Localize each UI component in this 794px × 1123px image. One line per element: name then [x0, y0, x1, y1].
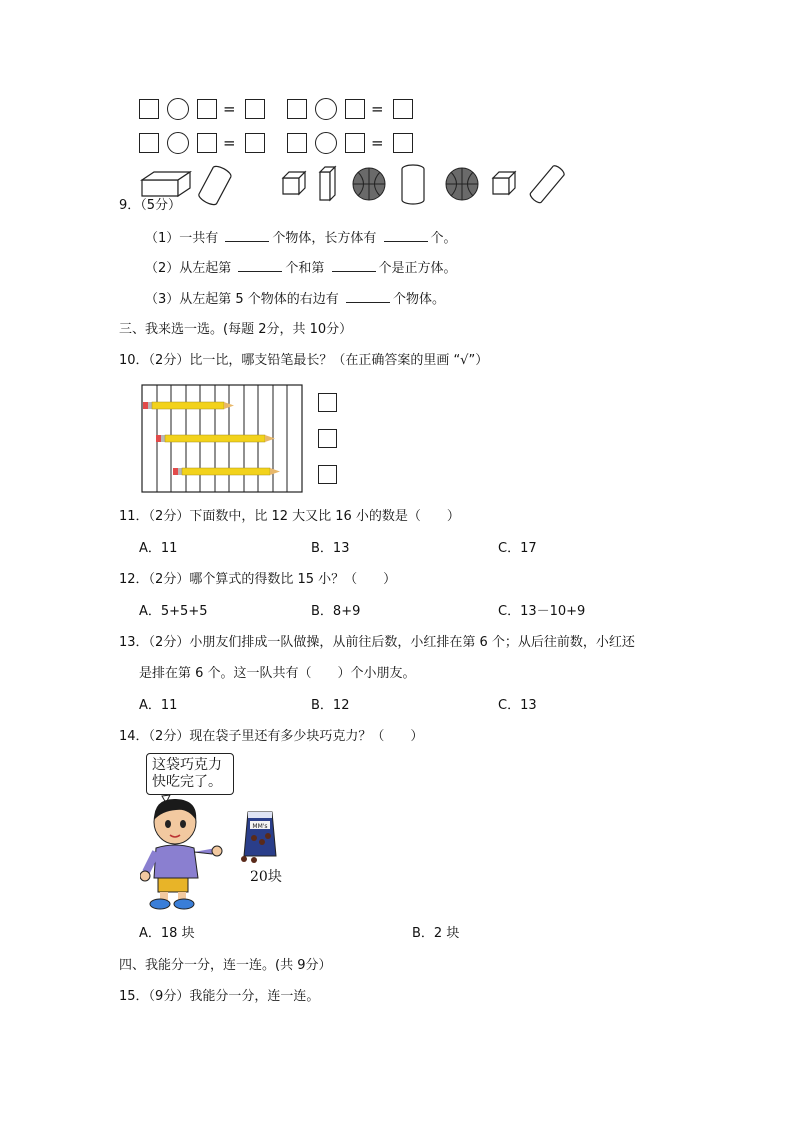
answer-checkbox[interactable]	[318, 465, 337, 484]
q11-option-c[interactable]: C．17	[498, 541, 537, 556]
answer-box[interactable]	[345, 99, 365, 119]
boy-illustration	[140, 794, 230, 914]
answer-blank[interactable]	[238, 259, 282, 272]
q13-option-c[interactable]: C．13	[498, 698, 537, 713]
answer-box[interactable]	[245, 133, 265, 153]
shapes-row	[140, 160, 580, 208]
q13-option-a[interactable]: A．11	[139, 698, 178, 713]
cylinder-upright-icon	[402, 165, 424, 204]
cube-icon	[283, 172, 305, 194]
q12-text: 12．（2分）哪个算式的得数比 15 小？（ ）	[119, 572, 397, 587]
section-3-heading: 三、我来选一选。(每题 2分，共 10分）	[119, 322, 353, 337]
answer-checkbox[interactable]	[318, 393, 337, 412]
operator-circle[interactable]	[167, 132, 189, 154]
q11-option-a[interactable]: A．11	[139, 541, 178, 556]
q14-option-a[interactable]: A．18 块	[139, 926, 195, 941]
equals-sign: =	[223, 100, 236, 118]
q9-line-2: （2）从左起第 个和第 个是正方体。	[145, 261, 457, 276]
answer-box[interactable]	[197, 133, 217, 153]
cylinder-tilted-icon	[529, 164, 566, 204]
pencil-icon	[156, 435, 275, 442]
answer-box[interactable]	[393, 99, 413, 119]
q11-text: 11．（2分）下面数中，比 12 大又比 16 小的数是（ ）	[119, 509, 460, 524]
answer-box[interactable]	[139, 133, 159, 153]
basketball-icon	[353, 168, 385, 200]
answer-box[interactable]	[345, 133, 365, 153]
bubble-text-line-1: 这袋巧克力	[152, 757, 222, 773]
answer-box[interactable]	[393, 133, 413, 153]
answer-blank[interactable]	[225, 229, 269, 242]
q9-title: 9．（5分）	[119, 198, 182, 213]
q15-text: 15．（9分）我能分一分，连一连。	[119, 989, 320, 1004]
q13-option-b[interactable]: B．12	[311, 698, 350, 713]
answer-box[interactable]	[197, 99, 217, 119]
answer-checkbox[interactable]	[318, 429, 337, 448]
q10-text: 10．（2分）比一比，哪支铅笔最长？（在正确答案的里画 “√”）	[119, 353, 489, 368]
q12-option-a[interactable]: A．5+5+5	[139, 604, 208, 619]
q9-line-3: （3）从左起第 5 个物体的右边有 个物体。	[145, 292, 445, 307]
chocolate-bag-icon	[240, 808, 280, 864]
pencil-icon	[173, 468, 280, 475]
operator-circle[interactable]	[315, 132, 337, 154]
answer-blank[interactable]	[384, 229, 428, 242]
answer-box[interactable]	[287, 133, 307, 153]
q12-option-c[interactable]: C．13－10+9	[498, 604, 586, 619]
answer-blank[interactable]	[332, 259, 376, 272]
answer-blank[interactable]	[346, 290, 390, 303]
speech-bubble	[146, 753, 234, 795]
bag-label: MM's	[252, 823, 268, 830]
basketball-icon	[446, 168, 478, 200]
section-4-heading: 四、我能分一分，连一连。(共 9分）	[119, 958, 332, 973]
cuboid-tall-icon	[320, 167, 335, 200]
q11-option-b[interactable]: B．13	[311, 541, 350, 556]
operator-circle[interactable]	[315, 98, 337, 120]
q12-option-b[interactable]: B．8+9	[311, 604, 361, 619]
operator-circle[interactable]	[167, 98, 189, 120]
equals-sign: =	[371, 100, 384, 118]
equals-sign: =	[371, 134, 384, 152]
q9-line-1: （1）一共有 个物体，长方体有 个。	[145, 231, 457, 246]
cylinder-tilted-icon	[197, 164, 232, 207]
answer-box[interactable]	[287, 99, 307, 119]
q13-text-line-2: 是排在第 6 个。这一队共有（ ）个小朋友。	[139, 666, 416, 681]
equals-sign: =	[223, 134, 236, 152]
answer-box[interactable]	[139, 99, 159, 119]
pencil-icon	[143, 402, 234, 409]
bag-caption: 20块	[250, 869, 282, 885]
q13-text-line-1: 13．（2分）小朋友们排成一队做操，从前往后数，小红排在第 6 个；从后往前数，小红还	[119, 635, 635, 650]
cube-icon	[493, 172, 515, 194]
pencil-grid	[140, 384, 306, 494]
answer-box[interactable]	[245, 99, 265, 119]
cuboid-flat-icon	[142, 172, 190, 196]
bubble-text-line-2: 快吃完了。	[152, 774, 222, 790]
q14-option-b[interactable]: B．2 块	[412, 926, 460, 941]
q14-text: 14．（2分）现在袋子里还有多少块巧克力？（ ）	[119, 729, 424, 744]
